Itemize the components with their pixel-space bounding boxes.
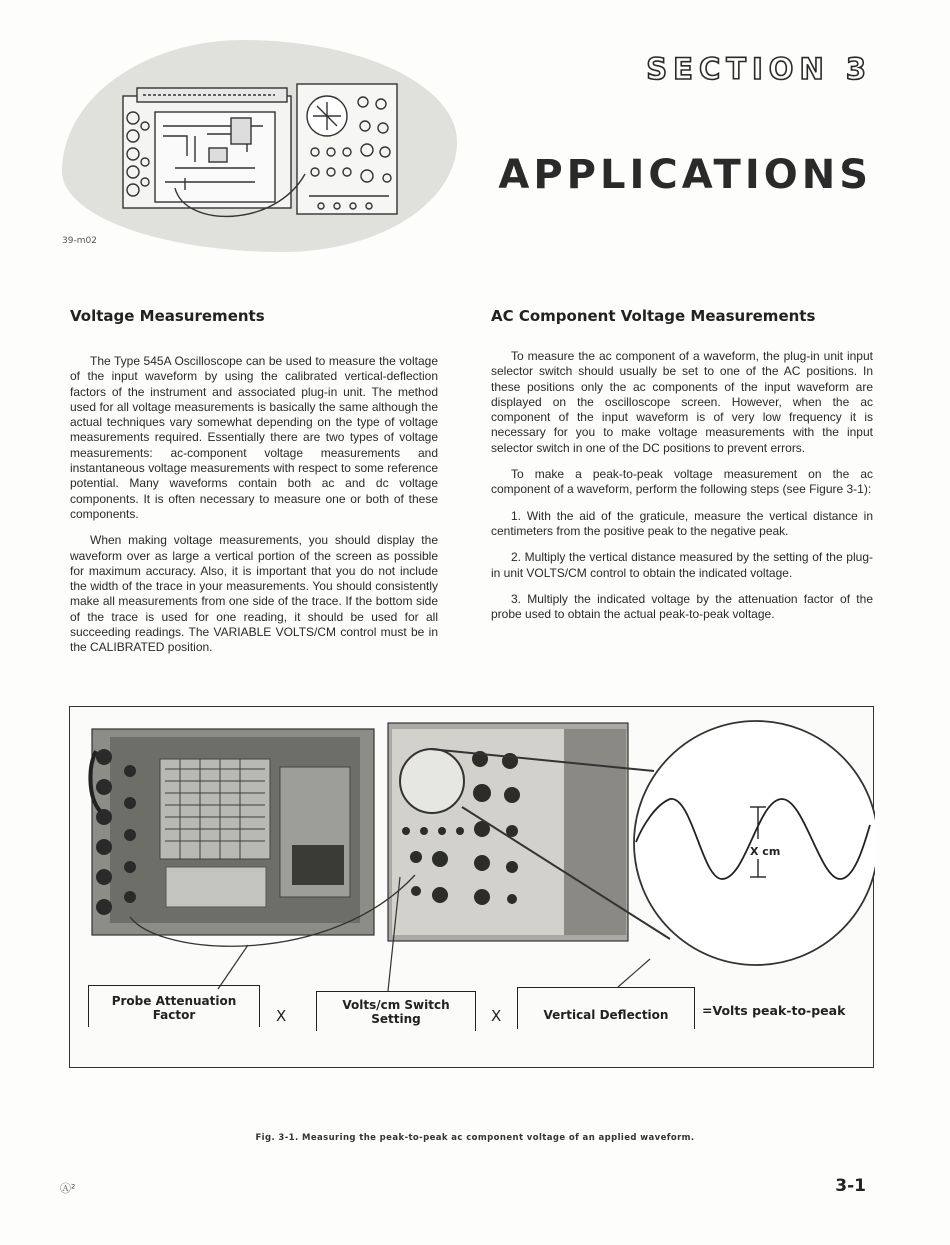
ac-component-heading: AC Component Voltage Measurements bbox=[491, 307, 816, 325]
left-column bbox=[70, 307, 438, 667]
multiply-sign: X bbox=[491, 1007, 502, 1025]
x-cm-label: X cm bbox=[750, 845, 781, 858]
oscilloscope-sketch-illustration bbox=[115, 78, 405, 223]
section-heading: SECTION 3 bbox=[646, 52, 872, 86]
right-paragraph: To measure the ac component of a waveform, the plug-in unit input selector switch should usually be set to one of the AC positions. In these positions only the ac components of the input waveform are displayed on the oscilloscope screen. However, when the ac component of the input waveform is of very low frequency it is necessary for you to make voltage measurements with the input selector switch in one of the DC positions to prevent errors. bbox=[491, 349, 873, 455]
figure-3-1 bbox=[69, 706, 874, 1068]
revision-mark: Ⓐ² bbox=[60, 1182, 76, 1195]
volts-label-line2: Setting bbox=[371, 1012, 421, 1026]
page-number: 3-1 bbox=[835, 1176, 866, 1196]
volts-label-line1: Volts/cm Switch bbox=[342, 998, 450, 1012]
step-item: 3. Multiply the indicated voltage by the attenuation factor of the probe used to obtain the actual peak-to-peak voltage. bbox=[491, 591, 873, 622]
vertical-deflection-label: Vertical Deflection bbox=[543, 1008, 669, 1022]
result-label: =Volts peak-to-peak bbox=[702, 1003, 846, 1018]
left-paragraph: The Type 545A Oscilloscope can be used to measure the voltage of the input waveform by using the calibrated vertical-deflection factors of the instrument and associated plug-in unit. The method used for all voltage measurements is basically the same although the actual techniques vary somewhat depending on the type of voltage measurements required. Essentially there are two types of voltage measurements: ac-component voltage measurements and instantaneous voltage measurements with respect to some reference potential. Many waveforms contain both ac and dc voltage components. It is often necessary to measure one or both of these components. bbox=[70, 354, 438, 521]
right-paragraph: To make a peak-to-peak voltage measurement on the ac component of a waveform, perform the following steps (see Figure 3-1): bbox=[491, 467, 873, 497]
step-item: 1. With the aid of the graticule, measure the vertical distance in centimeters from the positive peak to the negative peak. bbox=[491, 508, 873, 538]
probe-label-line2: Factor bbox=[152, 1008, 196, 1022]
right-column bbox=[491, 307, 873, 633]
probe-label-line1: Probe Attenuation bbox=[111, 994, 237, 1008]
probe-attenuation-box bbox=[88, 985, 260, 1027]
page-title: APPLICATIONS bbox=[498, 152, 872, 198]
figure-caption: Fig. 3-1. Measuring the peak-to-peak ac component voltage of an applied waveform. bbox=[255, 1133, 695, 1143]
step-item: 2. Multiply the vertical distance measured by the setting of the plug-in unit VOLTS/CM control to obtain the indicated voltage. bbox=[491, 550, 873, 580]
handwritten-note: 39-m02 bbox=[62, 236, 97, 246]
voltage-measurements-heading: Voltage Measurements bbox=[70, 307, 265, 325]
vertical-deflection-box bbox=[517, 987, 695, 1029]
multiply-sign: X bbox=[276, 1007, 287, 1025]
volts-cm-switch-box bbox=[316, 991, 476, 1031]
left-paragraph: When making voltage measurements, you should display the waveform over as large a vertical portion of the screen as possible for maximum accuracy. Also, it is important that you do not include the width of the trace in your measurements. You should consistently make all measurements from one side of the trace. If the bottom side of the trace is used for one reading, it should be used for all succeeding readings. The VARIABLE VOLTS/CM control must be in the CALIBRATED position. bbox=[70, 533, 438, 655]
